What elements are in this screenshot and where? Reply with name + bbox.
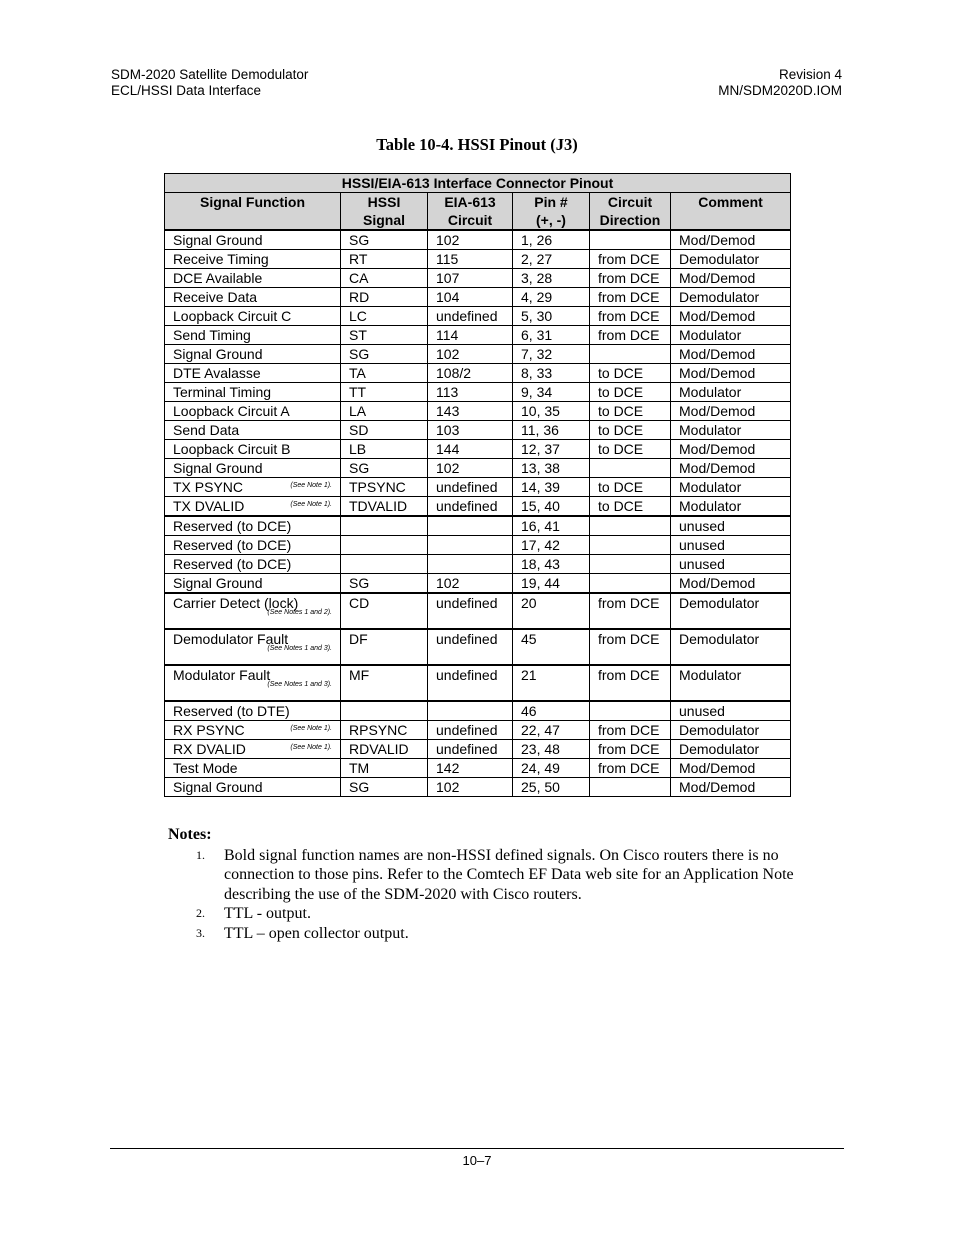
comment-cell: Modulator	[671, 665, 791, 701]
signal-function-cell	[165, 665, 341, 701]
column-header	[341, 193, 428, 231]
column-header	[590, 193, 671, 231]
column-header-line: Signal Function	[200, 194, 305, 210]
column-header	[428, 193, 513, 231]
comment-cell: Modulator	[671, 478, 791, 497]
signal-function-cell	[165, 345, 341, 364]
comment-cell: Modulator	[671, 497, 791, 517]
hssi-signal-cell: LB	[341, 440, 428, 459]
pin-number-cell: 11, 36	[513, 421, 590, 440]
eia-circuit-cell	[428, 516, 513, 536]
circuit-direction-cell: from DCE	[590, 326, 671, 345]
hssi-signal-cell	[341, 516, 428, 536]
circuit-direction-cell	[590, 778, 671, 797]
see-note-reference: (See Notes 1 and 3).	[267, 645, 332, 652]
pin-number-cell: 4, 29	[513, 288, 590, 307]
circuit-direction-cell: to DCE	[590, 421, 671, 440]
circuit-direction-cell: to DCE	[590, 383, 671, 402]
comment-cell: Mod/Demod	[671, 364, 791, 383]
table-row	[165, 574, 791, 594]
signal-function-text: Reserved (to DCE)	[173, 518, 292, 534]
hssi-signal-cell: RT	[341, 250, 428, 269]
eia-circuit-cell: undefined	[428, 478, 513, 497]
table-row	[165, 269, 791, 288]
hssi-signal-cell: TA	[341, 364, 428, 383]
signal-function-text: Reserved (to DCE)	[173, 556, 292, 572]
pin-number-cell: 10, 35	[513, 402, 590, 421]
hssi-signal-cell: CA	[341, 269, 428, 288]
product-title: SDM-2020 Satellite Demodulator	[111, 67, 309, 82]
signal-function-text: Terminal Timing	[173, 384, 272, 400]
pin-number-cell: 20	[513, 593, 590, 629]
circuit-direction-cell: to DCE	[590, 402, 671, 421]
hssi-signal-cell: DF	[341, 629, 428, 665]
section-title: ECL/HSSI Data Interface	[111, 83, 262, 98]
see-note-reference: (See Note 1).	[290, 725, 332, 732]
notes-section	[168, 825, 848, 943]
signal-function-text: Receive Data	[173, 289, 258, 305]
comment-cell: Mod/Demod	[671, 459, 791, 478]
comment-cell: Modulator	[671, 383, 791, 402]
pin-number-cell: 1, 26	[513, 230, 590, 250]
page-number: 10–7	[462, 1153, 492, 1168]
pin-number-cell: 22, 47	[513, 721, 590, 740]
signal-function-cell	[165, 536, 341, 555]
signal-function-cell	[165, 574, 341, 594]
hssi-signal-cell: TPSYNC	[341, 478, 428, 497]
note-text: TTL - output.	[224, 905, 311, 922]
circuit-direction-cell: from DCE	[590, 665, 671, 701]
comment-cell: Mod/Demod	[671, 230, 791, 250]
circuit-direction-cell: from DCE	[590, 759, 671, 778]
note-number: 1.	[196, 847, 205, 862]
eia-circuit-cell	[428, 555, 513, 574]
pin-number-cell: 15, 40	[513, 497, 590, 517]
circuit-direction-cell	[590, 701, 671, 721]
pin-number-cell: 3, 28	[513, 269, 590, 288]
pin-number-cell: 2, 27	[513, 250, 590, 269]
signal-function-cell	[165, 759, 341, 778]
column-header	[165, 193, 341, 231]
signal-function-text: Receive Timing	[173, 251, 269, 267]
hssi-signal-cell: TM	[341, 759, 428, 778]
hssi-signal-cell: SG	[341, 230, 428, 250]
signal-function-cell	[165, 701, 341, 721]
signal-function-text: Loopback Circuit C	[173, 308, 292, 324]
signal-function-cell	[165, 440, 341, 459]
signal-function-cell	[165, 497, 341, 517]
comment-cell: Mod/Demod	[671, 759, 791, 778]
circuit-direction-cell	[590, 574, 671, 594]
pin-number-cell: 6, 31	[513, 326, 590, 345]
eia-circuit-cell: undefined	[428, 497, 513, 517]
signal-function-text: Signal Ground	[173, 460, 263, 476]
hssi-signal-cell: LC	[341, 307, 428, 326]
note-text: TTL – open collector output.	[224, 924, 409, 942]
signal-function-cell	[165, 516, 341, 536]
hssi-signal-cell: SG	[341, 574, 428, 594]
note-item	[168, 924, 848, 944]
circuit-direction-cell	[590, 555, 671, 574]
hssi-signal-cell	[341, 536, 428, 555]
signal-function-text: RX DVALID	[173, 741, 246, 757]
note-number: 3.	[196, 925, 205, 940]
comment-cell: Demodulator	[671, 250, 791, 269]
table-row	[165, 555, 791, 574]
signal-function-cell	[165, 421, 341, 440]
eia-circuit-cell: 143	[428, 402, 513, 421]
signal-function-cell	[165, 629, 341, 665]
circuit-direction-cell	[590, 459, 671, 478]
signal-function-text: Carrier Detect (lock)	[173, 595, 299, 611]
circuit-direction-cell	[590, 230, 671, 250]
table-row	[165, 364, 791, 383]
comment-cell: unused	[671, 701, 791, 721]
table-row	[165, 345, 791, 364]
hssi-signal-cell: LA	[341, 402, 428, 421]
hssi-signal-cell: SG	[341, 345, 428, 364]
signal-function-text: Signal Ground	[173, 232, 263, 248]
comment-cell: Mod/Demod	[671, 402, 791, 421]
pin-number-cell: 7, 32	[513, 345, 590, 364]
table-super-header: HSSI/EIA-613 Interface Connector Pinout	[165, 174, 791, 193]
eia-circuit-cell: 102	[428, 574, 513, 594]
signal-function-cell	[165, 364, 341, 383]
pin-number-cell: 19, 44	[513, 574, 590, 594]
see-note-reference: (See Note 1).	[290, 482, 332, 489]
header-right	[718, 67, 842, 99]
note-item	[168, 846, 848, 905]
table-row	[165, 421, 791, 440]
eia-circuit-cell: 114	[428, 326, 513, 345]
signal-function-cell	[165, 478, 341, 497]
pin-number-cell: 25, 50	[513, 778, 590, 797]
eia-circuit-cell: 102	[428, 778, 513, 797]
signal-function-text: TX PSYNC	[173, 479, 244, 495]
signal-function-text: RX PSYNC	[173, 722, 245, 738]
hssi-signal-cell: RD	[341, 288, 428, 307]
table-row	[165, 307, 791, 326]
eia-circuit-cell: 103	[428, 421, 513, 440]
circuit-direction-cell: to DCE	[590, 478, 671, 497]
eia-circuit-cell: undefined	[428, 721, 513, 740]
table-row	[165, 402, 791, 421]
see-note-reference: (See Notes 1 and 3).	[267, 681, 332, 688]
hssi-signal-cell: RPSYNC	[341, 721, 428, 740]
circuit-direction-cell: from DCE	[590, 740, 671, 759]
signal-function-text: Signal Ground	[173, 346, 263, 362]
hssi-signal-cell: MF	[341, 665, 428, 701]
eia-circuit-cell: 142	[428, 759, 513, 778]
circuit-direction-cell: to DCE	[590, 440, 671, 459]
notes-title: Notes:	[168, 826, 212, 843]
column-header-line: HSSI	[367, 194, 401, 210]
hssi-signal-cell: RDVALID	[341, 740, 428, 759]
signal-function-text: Reserved (to DCE)	[173, 537, 292, 553]
pin-number-cell: 8, 33	[513, 364, 590, 383]
eia-circuit-cell	[428, 536, 513, 555]
eia-circuit-cell: 107	[428, 269, 513, 288]
table-row	[165, 759, 791, 778]
hssi-signal-cell: CD	[341, 593, 428, 629]
comment-cell: unused	[671, 555, 791, 574]
pin-number-cell: 17, 42	[513, 536, 590, 555]
signal-function-text: DTE Avalasse	[173, 365, 261, 381]
table-row	[165, 497, 791, 517]
signal-function-text: DCE Available	[173, 270, 263, 286]
pin-number-cell: 12, 37	[513, 440, 590, 459]
table-row	[165, 536, 791, 555]
column-header-line: Circuit	[447, 212, 493, 228]
pin-number-cell: 16, 41	[513, 516, 590, 536]
table-row	[165, 593, 791, 629]
document-number: MN/SDM2020D.IOM	[718, 83, 842, 98]
column-header	[513, 193, 590, 231]
signal-function-cell	[165, 250, 341, 269]
circuit-direction-cell: from DCE	[590, 307, 671, 326]
comment-cell: Mod/Demod	[671, 269, 791, 288]
signal-function-text: Send Data	[173, 422, 240, 438]
hssi-signal-cell	[341, 701, 428, 721]
circuit-direction-cell	[590, 345, 671, 364]
table-row	[165, 701, 791, 721]
table-row	[165, 478, 791, 497]
column-header-line: EIA-613	[444, 194, 496, 210]
table-row	[165, 629, 791, 665]
table-row	[165, 665, 791, 701]
circuit-direction-cell: to DCE	[590, 364, 671, 383]
eia-circuit-cell: 113	[428, 383, 513, 402]
circuit-direction-cell: to DCE	[590, 497, 671, 517]
comment-cell: Mod/Demod	[671, 345, 791, 364]
signal-function-cell	[165, 721, 341, 740]
signal-function-cell	[165, 740, 341, 759]
signal-function-cell	[165, 230, 341, 250]
column-header-line: (+, -)	[536, 212, 566, 228]
note-item	[168, 904, 848, 924]
signal-function-cell	[165, 555, 341, 574]
column-header-line: Comment	[698, 194, 763, 210]
signal-function-text: Signal Ground	[173, 575, 263, 591]
pin-number-cell: 5, 30	[513, 307, 590, 326]
comment-cell: Mod/Demod	[671, 574, 791, 594]
table-row	[165, 250, 791, 269]
eia-circuit-cell: 104	[428, 288, 513, 307]
comment-cell: Demodulator	[671, 593, 791, 629]
signal-function-cell	[165, 459, 341, 478]
table-row	[165, 230, 791, 250]
signal-function-cell	[165, 402, 341, 421]
note-number: 2.	[196, 906, 205, 920]
eia-circuit-cell: 102	[428, 345, 513, 364]
table-row	[165, 516, 791, 536]
column-header	[671, 193, 791, 231]
signal-function-text: Loopback Circuit A	[173, 403, 290, 419]
signal-function-text: Reserved (to DTE)	[173, 703, 290, 719]
notes-list	[168, 846, 848, 944]
circuit-direction-cell: from DCE	[590, 250, 671, 269]
hssi-signal-cell: SG	[341, 778, 428, 797]
see-note-reference: (See Notes 1 and 2).	[267, 609, 332, 616]
circuit-direction-cell	[590, 516, 671, 536]
table-row	[165, 383, 791, 402]
pin-number-cell: 9, 34	[513, 383, 590, 402]
hssi-signal-cell: ST	[341, 326, 428, 345]
table-row	[165, 440, 791, 459]
table-row	[165, 326, 791, 345]
table-row	[165, 740, 791, 759]
signal-function-cell	[165, 326, 341, 345]
signal-function-cell	[165, 383, 341, 402]
circuit-direction-cell: from DCE	[590, 269, 671, 288]
note-text: Bold signal function names are non-HSSI defined signals. On Cisco routers there is no connection to those pins. Refer to the Comtech EF Data web site for an Application Note describing the use of the SDM-2020 with Cisco routers.	[224, 846, 794, 903]
signal-function-text: Test Mode	[173, 760, 238, 776]
table-row	[165, 778, 791, 797]
circuit-direction-cell: from DCE	[590, 593, 671, 629]
signal-function-cell	[165, 269, 341, 288]
hssi-signal-cell: TDVALID	[341, 497, 428, 517]
comment-cell: Mod/Demod	[671, 778, 791, 797]
pin-number-cell: 13, 38	[513, 459, 590, 478]
pinout-table	[164, 173, 791, 797]
pin-number-cell: 24, 49	[513, 759, 590, 778]
eia-circuit-cell: 108/2	[428, 364, 513, 383]
hssi-signal-cell: TT	[341, 383, 428, 402]
pin-number-cell: 23, 48	[513, 740, 590, 759]
table-caption: Table 10-4. HSSI Pinout (J3)	[376, 135, 578, 154]
column-header-line: Pin #	[534, 194, 568, 210]
footer-rule	[110, 1148, 844, 1149]
circuit-direction-cell: from DCE	[590, 288, 671, 307]
circuit-direction-cell: from DCE	[590, 629, 671, 665]
hssi-signal-cell: SG	[341, 459, 428, 478]
pin-number-cell: 18, 43	[513, 555, 590, 574]
pin-number-cell: 21	[513, 665, 590, 701]
table-row	[165, 459, 791, 478]
eia-circuit-cell	[428, 701, 513, 721]
signal-function-text: TX DVALID	[173, 498, 245, 514]
comment-cell: Mod/Demod	[671, 307, 791, 326]
signal-function-cell	[165, 778, 341, 797]
eia-circuit-cell: undefined	[428, 593, 513, 629]
circuit-direction-cell: from DCE	[590, 721, 671, 740]
header-left	[111, 67, 308, 99]
signal-function-text: Loopback Circuit B	[173, 441, 291, 457]
eia-circuit-cell: 144	[428, 440, 513, 459]
comment-cell: Mod/Demod	[671, 440, 791, 459]
column-header-line: Signal	[362, 212, 405, 228]
comment-cell: Demodulator	[671, 288, 791, 307]
table-row	[165, 721, 791, 740]
eia-circuit-cell: undefined	[428, 307, 513, 326]
see-note-reference: (See Note 1).	[290, 744, 332, 751]
signal-function-cell	[165, 307, 341, 326]
comment-cell: Modulator	[671, 421, 791, 440]
see-note-reference: (See Note 1).	[290, 501, 332, 508]
revision-label: Revision 4	[778, 67, 842, 82]
table-row	[165, 288, 791, 307]
hssi-signal-cell: SD	[341, 421, 428, 440]
eia-circuit-cell: 115	[428, 250, 513, 269]
comment-cell: unused	[671, 516, 791, 536]
eia-circuit-cell: 102	[428, 230, 513, 250]
column-header-line: Circuit	[607, 194, 653, 210]
hssi-signal-cell	[341, 555, 428, 574]
eia-circuit-cell: undefined	[428, 740, 513, 759]
pin-number-cell: 14, 39	[513, 478, 590, 497]
signal-function-text: Signal Ground	[173, 779, 263, 795]
comment-cell: Demodulator	[671, 721, 791, 740]
signal-function-text: Modulator Fault	[173, 667, 271, 683]
comment-cell: Demodulator	[671, 740, 791, 759]
comment-cell: Demodulator	[671, 629, 791, 665]
circuit-direction-cell	[590, 536, 671, 555]
signal-function-text: Demodulator Fault	[173, 631, 289, 647]
comment-cell: unused	[671, 536, 791, 555]
column-header-line: Direction	[599, 212, 661, 228]
eia-circuit-cell: 102	[428, 459, 513, 478]
signal-function-text: Send Timing	[173, 327, 251, 343]
eia-circuit-cell: undefined	[428, 629, 513, 665]
signal-function-cell	[165, 593, 341, 629]
signal-function-cell	[165, 288, 341, 307]
pin-number-cell: 46	[513, 701, 590, 721]
eia-circuit-cell: undefined	[428, 665, 513, 701]
pin-number-cell: 45	[513, 629, 590, 665]
comment-cell: Modulator	[671, 326, 791, 345]
